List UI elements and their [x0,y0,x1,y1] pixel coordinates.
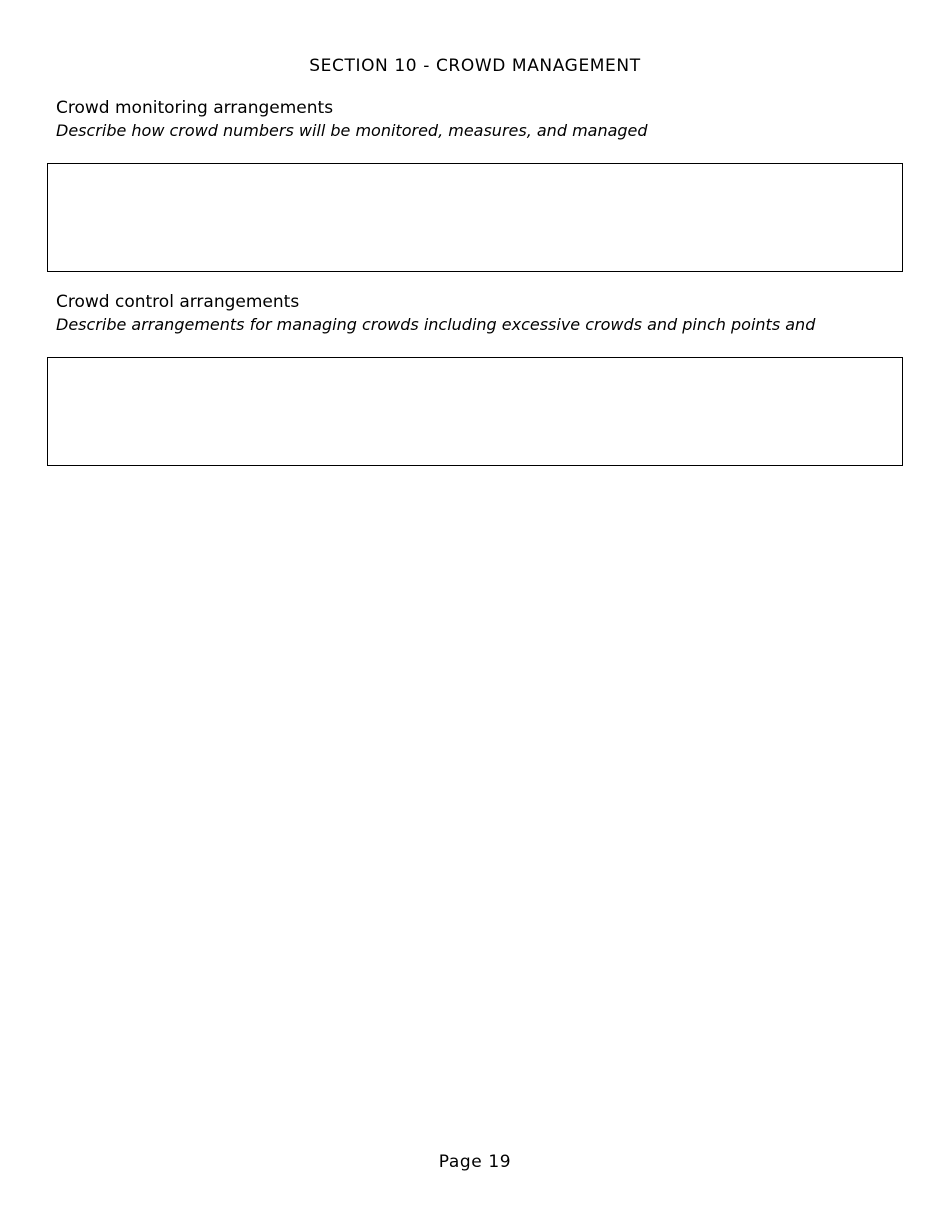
crowd-control-label: Crowd control arrangements [56,292,300,312]
section-title: SECTION 10 - CROWD MANAGEMENT [309,56,641,76]
crowd-control-hint: Describe arrangements for managing crowds including excessive crowds and pinch points and [56,315,816,334]
crowd-monitoring-label: Crowd monitoring arrangements [56,98,334,118]
crowd-monitoring-hint: Describe how crowd numbers will be monitored, measures, and managed [56,121,648,140]
page-number: Page 19 [438,1152,512,1172]
crowd-control-input[interactable] [47,357,903,466]
crowd-monitoring-input[interactable] [47,163,903,272]
